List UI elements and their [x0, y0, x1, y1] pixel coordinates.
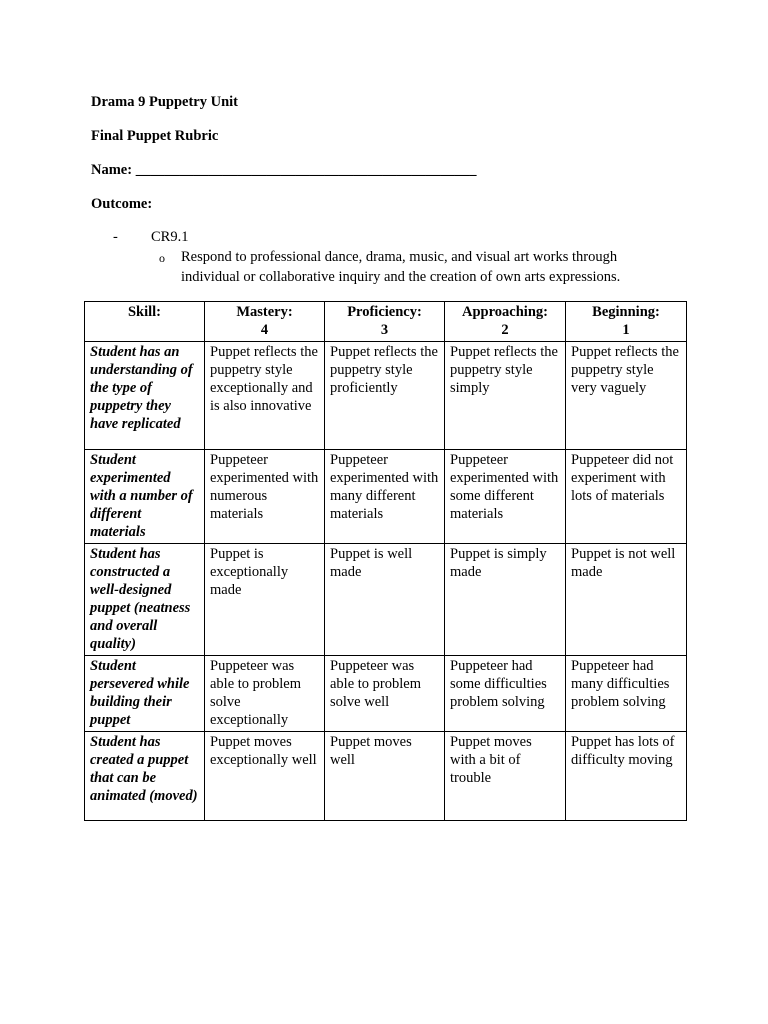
rubric-title: Final Puppet Rubric — [91, 128, 219, 144]
outcome-label: Outcome: — [91, 196, 153, 212]
dash-bullet-marker: - — [113, 229, 118, 245]
mastery-cell: Puppet reflects the puppetry style exceptionally and is also innovative — [205, 342, 325, 450]
mastery-cell: Puppet moves exceptionally well — [205, 732, 325, 821]
approaching-cell: Puppeteer had some difficulties problem solving — [445, 656, 566, 732]
skill-cell: Student persevered while building their puppet — [85, 656, 205, 732]
mastery-cell: Puppeteer was able to problem solve exceptionally — [205, 656, 325, 732]
proficiency-cell: Puppet moves well — [325, 732, 445, 821]
beginning-cell: Puppet reflects the puppetry style very vaguely — [566, 342, 687, 450]
beginning-cell: Puppet is not well made — [566, 544, 687, 656]
header-level: 3 — [380, 322, 389, 338]
header-label: Skill: — [127, 304, 162, 320]
mastery-cell: Puppeteer experimented with numerous materials — [205, 450, 325, 544]
rubric-table — [84, 301, 687, 821]
header-label: Proficiency: — [347, 304, 422, 320]
header-skill — [85, 302, 205, 342]
beginning-cell: Puppet has lots of difficulty moving — [566, 732, 687, 821]
header-label: Mastery: — [236, 304, 293, 320]
document-title: Drama 9 Puppetry Unit — [91, 94, 239, 110]
rubric-row — [85, 544, 687, 656]
rubric-row — [85, 656, 687, 732]
rubric-row — [85, 342, 687, 450]
proficiency-cell: Puppeteer was able to problem solve well — [325, 656, 445, 732]
name-field-line: Name: _______________________________________________ — [91, 162, 477, 178]
skill-cell: Student has constructed a well-designed puppet (neatness and overall quality) — [85, 544, 205, 656]
header-approaching — [445, 302, 566, 342]
beginning-cell: Puppeteer did not experiment with lots of materials — [566, 450, 687, 544]
header-level: 4 — [260, 322, 269, 338]
approaching-cell: Puppeteer experimented with some different materials — [445, 450, 566, 544]
proficiency-cell: Puppet is well made — [325, 544, 445, 656]
rubric-header-row — [85, 302, 687, 342]
header-level: 2 — [501, 322, 509, 338]
header-label: Beginning: — [592, 304, 660, 320]
rubric-row — [85, 732, 687, 821]
header-proficiency — [325, 302, 445, 342]
proficiency-cell: Puppeteer experimented with many different materials — [325, 450, 445, 544]
skill-cell: Student has created a puppet that can be animated (moved) — [85, 732, 205, 821]
header-beginning — [566, 302, 687, 342]
skill-cell: Student experimented with a number of different materials — [85, 450, 205, 544]
skill-cell: Student has an understanding of the type of puppetry they have replicated — [85, 342, 205, 450]
outcome-code: CR9.1 — [151, 229, 189, 245]
approaching-cell: Puppet is simply made — [445, 544, 566, 656]
approaching-cell: Puppet moves with a bit of trouble — [445, 732, 566, 821]
header-mastery — [205, 302, 325, 342]
proficiency-cell: Puppet reflects the puppetry style proficiently — [325, 342, 445, 450]
header-label: Approaching: — [462, 304, 548, 320]
circle-bullet-marker: o — [159, 251, 165, 265]
outcome-description: Respond to professional dance, drama, music, and visual art works through individual or collaborative inquiry and the creation of own arts expressions. — [181, 249, 621, 285]
header-level: 1 — [622, 322, 630, 338]
mastery-cell: Puppet is exceptionally made — [205, 544, 325, 656]
approaching-cell: Puppet reflects the puppetry style simply — [445, 342, 566, 450]
beginning-cell: Puppeteer had many difficulties problem solving — [566, 656, 687, 732]
rubric-row — [85, 450, 687, 544]
